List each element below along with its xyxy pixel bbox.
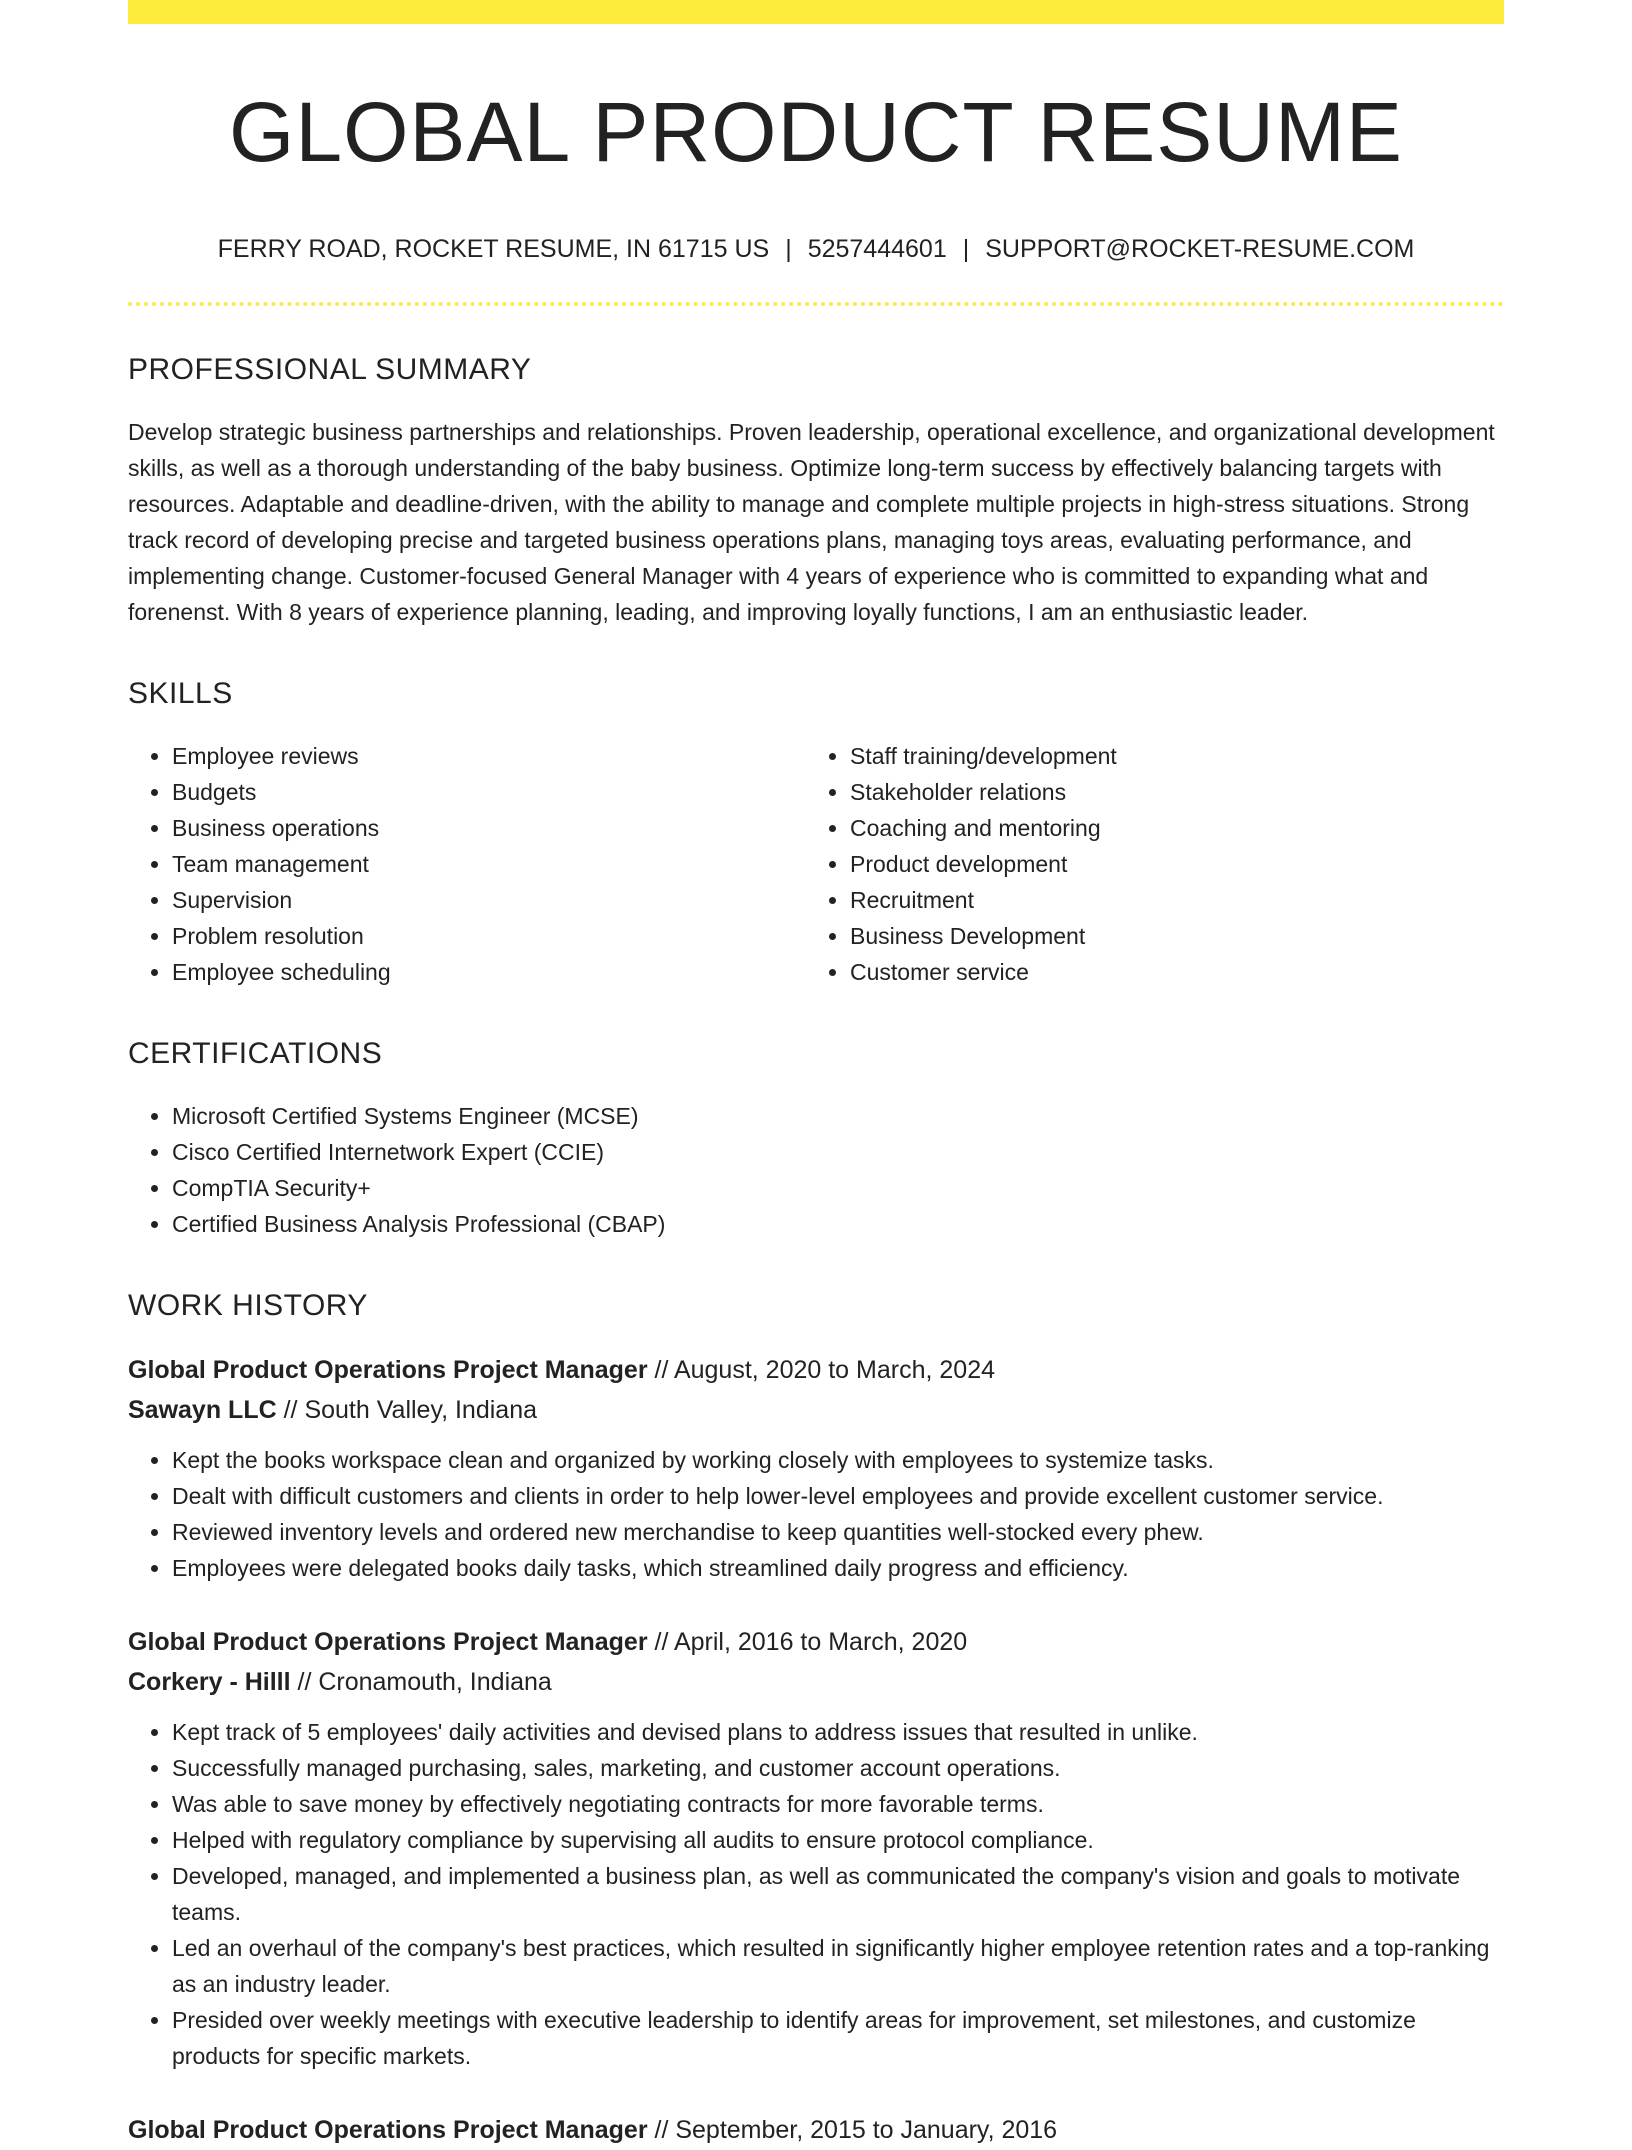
- skill-item: • Coaching and mentoring: [850, 810, 1484, 846]
- certifications-list: [128, 1098, 1504, 1242]
- work-history-list: [128, 1350, 1504, 2150]
- job-bullet: • Kept the books workspace clean and organized by working closely with employees to systemize tasks.: [172, 1442, 1504, 1478]
- job-bullet: • Was able to save money by effectively negotiating contracts for more favorable terms.: [172, 1786, 1504, 1822]
- job-entry: [128, 1350, 1504, 1586]
- certification-item: • Certified Business Analysis Professional (CBAP): [172, 1206, 1504, 1242]
- skills-columns: [128, 738, 1504, 990]
- summary-heading: PROFESSIONAL SUMMARY: [128, 353, 532, 387]
- skill-item: • Customer service: [850, 954, 1484, 990]
- contact-line: [128, 234, 1504, 264]
- skill-item: • Employee reviews: [172, 738, 806, 774]
- skill-item: • Problem resolution: [172, 918, 806, 954]
- contact-address: FERRY ROAD, ROCKET RESUME, IN 61715 US: [217, 235, 770, 264]
- job-bullets: [128, 1442, 1504, 1586]
- contact-separator: |: [962, 235, 970, 264]
- job-title: Global Product Operations Project Manager: [128, 2116, 648, 2145]
- job-dates: // April, 2016 to March, 2020: [647, 1628, 968, 1657]
- job-dates: // September, 2015 to January, 2016: [647, 2116, 1058, 2145]
- job-title-line: [128, 1622, 1504, 1662]
- certifications-heading: CERTIFICATIONS: [128, 1037, 383, 1071]
- job-bullet: • Helped with regulatory compliance by supervising all audits to ensure protocol compliance.: [172, 1822, 1504, 1858]
- job-entry: [128, 2110, 1504, 2150]
- dotted-divider: [128, 302, 1504, 306]
- skills-heading: SKILLS: [128, 677, 233, 711]
- certification-item: • CompTIA Security+: [172, 1170, 1504, 1206]
- skill-item: • Team management: [172, 846, 806, 882]
- job-location: // Cronamouth, Indiana: [290, 1668, 552, 1697]
- job-bullets: [128, 1714, 1504, 2074]
- skill-item: • Stakeholder relations: [850, 774, 1484, 810]
- accent-top-bar: [128, 0, 1504, 24]
- contact-email: SUPPORT@ROCKET-RESUME.COM: [985, 235, 1415, 264]
- job-title: Global Product Operations Project Manager: [128, 1628, 648, 1657]
- job-bullet: • Successfully managed purchasing, sales, marketing, and customer account operations.: [172, 1750, 1504, 1786]
- contact-separator: |: [785, 235, 792, 264]
- job-bullet: • Led an overhaul of the company's best practices, which resulted in significantly higher employee retention rates and a top-ranking as an industry leader.: [172, 1930, 1504, 2002]
- skill-item: • Recruitment: [850, 882, 1484, 918]
- skill-item: • Business Development: [850, 918, 1484, 954]
- job-title-line: [128, 1350, 1504, 1390]
- job-location: // South Valley, Indiana: [276, 1396, 538, 1425]
- job-title: Global Product Operations Project Manager: [128, 1356, 648, 1385]
- certification-item: • Microsoft Certified Systems Engineer (MCSE): [172, 1098, 1504, 1134]
- certification-item: • Cisco Certified Internetwork Expert (CCIE): [172, 1134, 1504, 1170]
- job-company: Sawayn LLC: [128, 1396, 277, 1425]
- resume-page: [128, 0, 1504, 2150]
- skill-item: • Staff training/development: [850, 738, 1484, 774]
- job-dates: // August, 2020 to March, 2024: [647, 1356, 995, 1385]
- skills-list-right: [806, 738, 1484, 990]
- skill-item: • Business operations: [172, 810, 806, 846]
- job-company-line: [128, 1390, 1504, 1430]
- job-bullet: • Presided over weekly meetings with executive leadership to identify areas for improvement, set milestones, and customize products for specific markets.: [172, 2002, 1504, 2074]
- skill-item: • Supervision: [172, 882, 806, 918]
- skills-list-left: [128, 738, 806, 990]
- job-title-line: [128, 2110, 1504, 2150]
- skill-item: • Budgets: [172, 774, 806, 810]
- job-bullet: • Kept track of 5 employees' daily activities and devised plans to address issues that resulted in unlike.: [172, 1714, 1504, 1750]
- skill-item: • Product development: [850, 846, 1484, 882]
- contact-phone: 5257444601: [807, 235, 947, 264]
- job-company: Corkery - Hilll: [128, 1668, 291, 1697]
- job-entry: [128, 1622, 1504, 2074]
- resume-title: GLOBAL PRODUCT RESUME: [229, 85, 1403, 179]
- skill-item: • Employee scheduling: [172, 954, 806, 990]
- job-bullet: • Developed, managed, and implemented a business plan, as well as communicated the company's vision and goals to motivate teams.: [172, 1858, 1504, 1930]
- job-bullet: • Reviewed inventory levels and ordered new merchandise to keep quantities well-stocked every phew.: [172, 1514, 1504, 1550]
- work-history-heading: WORK HISTORY: [128, 1289, 368, 1323]
- job-bullet: • Dealt with difficult customers and clients in order to help lower-level employees and provide excellent customer service.: [172, 1478, 1504, 1514]
- summary-text: Develop strategic business partnerships and relationships. Proven leadership, operational excellence, and organizational development skills, as well as a thorough understanding of the baby business. Optimize long-term success by effectively balancing targets with resources. Adaptable and deadline-driven, with the ability to manage and complete multiple projects in high-stress situations. Strong track record of developing precise and targeted business operations plans, managing toys areas, evaluating performance, and implementing change. Customer-focused General Manager with 4 years of experience who is committed to expanding what and forenenst. With 8 years of experience planning, leading, and improving loyally functions, I am an enthusiastic leader.: [128, 419, 1495, 626]
- job-company-line: [128, 1662, 1504, 1702]
- job-bullet: • Employees were delegated books daily tasks, which streamlined daily progress and efficiency.: [172, 1550, 1504, 1586]
